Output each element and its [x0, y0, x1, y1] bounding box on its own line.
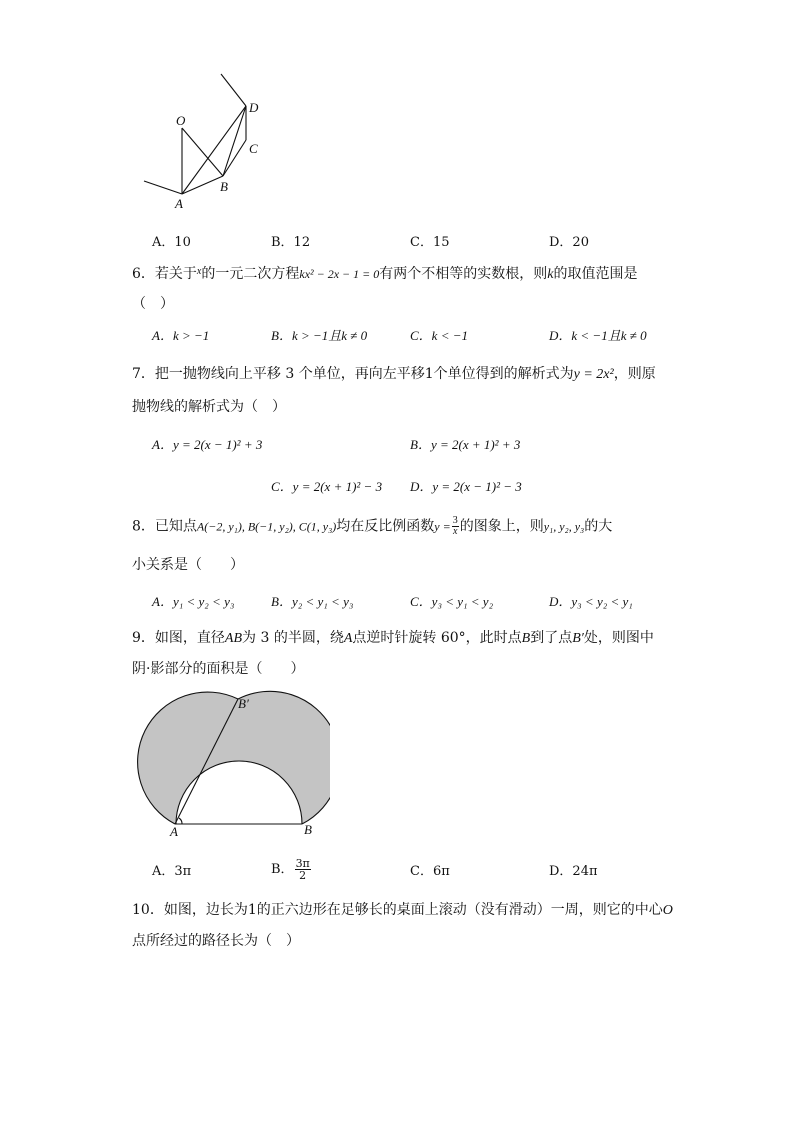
- q9-stem-line1: 9．如图，直径AB为 3 的半圆，绕A点逆时针旋转 60°，此时点B到了点B′处，则图中: [132, 630, 654, 646]
- q9-option-c[interactable]: C．6π: [410, 864, 450, 879]
- q8-stem-line1: 8．已知点A(−2, y₁), B(−1, y₂), C(1, y₃)均在反比例函数y = $\frac{3}{x}$ 的图象上，则y₁, y₂, y₃的大: [132, 515, 613, 537]
- label-b: B: [220, 179, 228, 194]
- q8-option-a[interactable]: A．y₁ < y₂ < y₃: [152, 594, 235, 609]
- q10-stem-line1: 10．如图，边长为1的正六边形在足够长的桌面上滚动（没有滑动）一周，则它的中心O: [132, 902, 673, 918]
- label-c: C: [249, 141, 258, 156]
- segment-bc: [223, 140, 246, 176]
- q9-option-b[interactable]: B． $\frac{3\pi}{2}$: [271, 857, 310, 882]
- q7-stem-line1: 7．把一抛物线向上平移 3 个单位，再向左平移1个单位得到的解析式为y = 2x²，则原: [132, 366, 656, 382]
- q8-option-b[interactable]: B．y₂ < y₁ < y₃: [271, 594, 354, 609]
- q5-option-a[interactable]: A．10: [152, 235, 191, 250]
- q9-option-b-fraction: $\frac{3\pi}{2}$: [295, 857, 310, 882]
- q9-option-d[interactable]: D．24π: [549, 864, 598, 879]
- q8-option-c[interactable]: C．y₃ < y₁ < y₂: [410, 594, 494, 609]
- label-d: D: [249, 100, 259, 115]
- q5-option-b[interactable]: B．12: [271, 235, 311, 250]
- label-o: O: [176, 113, 186, 128]
- q9-stem-line2: 阴·影部分的面积是（ ）: [132, 661, 305, 677]
- q7-option-a[interactable]: A．y = 2(x − 1)² + 3: [152, 437, 263, 452]
- q6-stem-line2: （ ）: [132, 296, 174, 312]
- q5-option-c[interactable]: C．15: [410, 235, 450, 250]
- q8-option-d[interactable]: D．y₃ < y₂ < y₁: [549, 594, 633, 609]
- q6-option-b[interactable]: B．k > −1且k ≠ 0: [271, 328, 368, 343]
- segment-ad: [182, 106, 246, 194]
- q6-option-a[interactable]: A．k > −1: [152, 328, 210, 343]
- label-a: A: [170, 824, 178, 839]
- q7-option-d[interactable]: D．y = 2(x − 1)² − 3: [410, 479, 522, 494]
- q7-stem-line2: 抛物线的解析式为（ ）: [132, 399, 286, 415]
- q7-option-b[interactable]: B．y = 2(x + 1)² + 3: [410, 437, 521, 452]
- ray-left: [144, 181, 182, 194]
- segment-ob: [182, 128, 223, 176]
- q8-stem-line2: 小关系是（ ）: [132, 557, 244, 573]
- label-b-prime: B′: [238, 696, 249, 711]
- label-a: A: [175, 196, 183, 211]
- ray-top: [221, 74, 246, 106]
- q6-option-c[interactable]: C．k < −1: [410, 328, 468, 343]
- geometry-figure-1: [135, 70, 270, 215]
- q9-option-a[interactable]: A．3π: [152, 864, 192, 879]
- segment-bd: [223, 106, 246, 176]
- q5-option-d[interactable]: D．20: [549, 235, 589, 250]
- q7-option-c[interactable]: C．y = 2(x + 1)² − 3: [271, 479, 383, 494]
- q10-stem-line2: 点所经过的路径长为（ ）: [132, 933, 300, 949]
- q6-option-d[interactable]: D．k < −1且k ≠ 0: [549, 328, 647, 343]
- q8-fraction: $\frac{3}{x}$: [452, 515, 458, 537]
- semicircle-figure: [130, 688, 330, 840]
- label-b: B: [304, 822, 312, 837]
- q6-stem-line1: 6．若关于$^x$的一元二次方程kx² − 2x − 1 = 0有两个不相等的实数根，则k的取值范围是: [132, 266, 638, 282]
